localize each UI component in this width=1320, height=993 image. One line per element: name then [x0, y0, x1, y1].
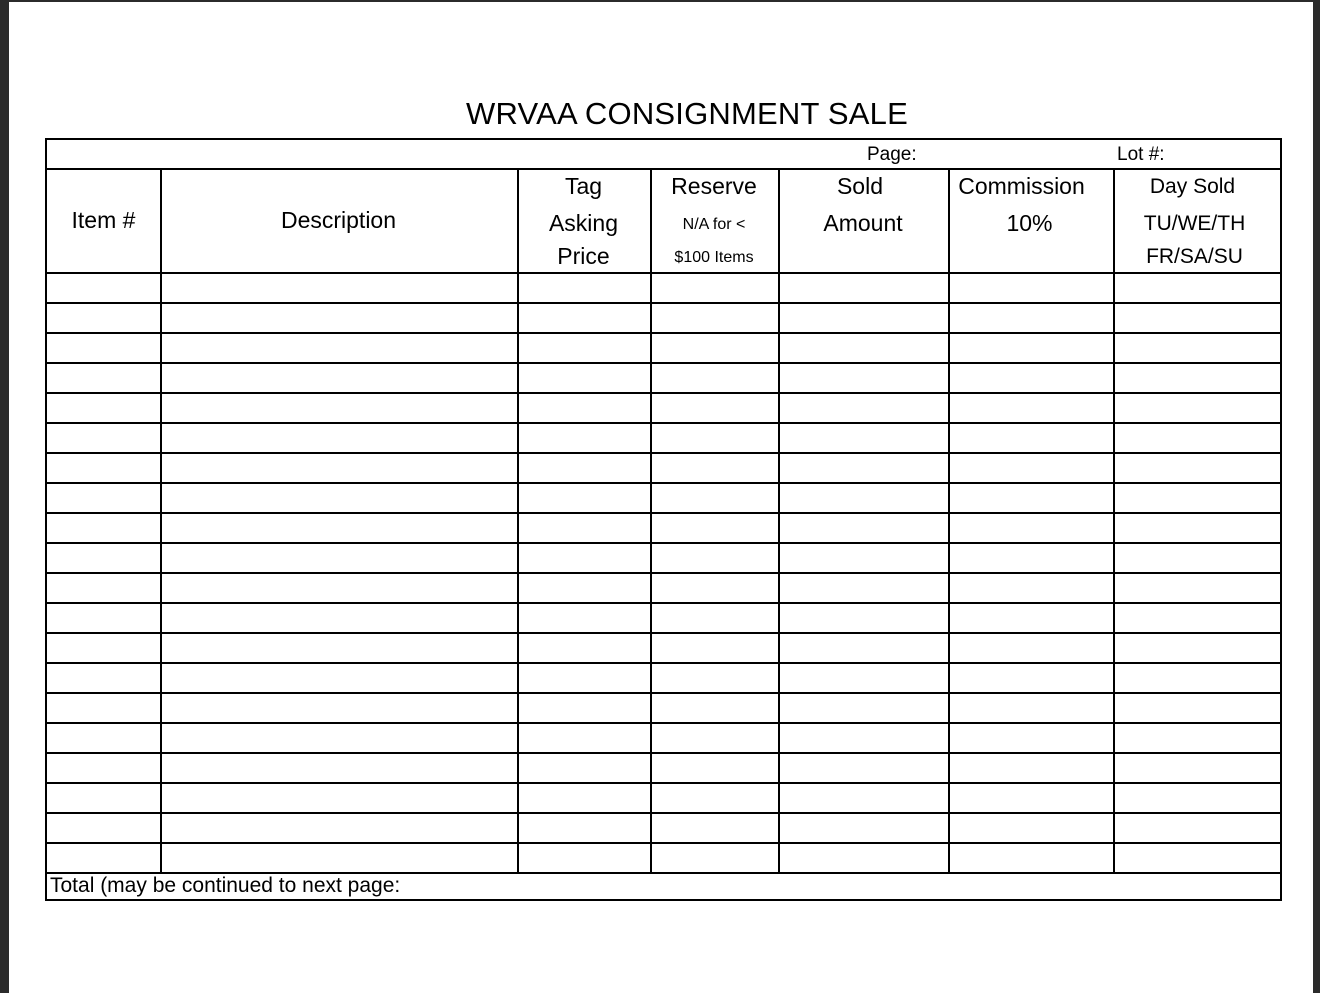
commission-cell[interactable]: [950, 754, 1113, 782]
tag-price-cell[interactable]: [519, 574, 650, 602]
sold-amount-cell[interactable]: [780, 724, 948, 752]
sold-amount-cell[interactable]: [780, 304, 948, 332]
reserve-cell[interactable]: [652, 634, 778, 662]
reserve-cell[interactable]: [652, 574, 778, 602]
day-sold-cell[interactable]: [1115, 304, 1280, 332]
lot-label: Lot #:: [1117, 144, 1165, 165]
tag-price-cell[interactable]: [519, 484, 650, 512]
reserve-cell[interactable]: [652, 304, 778, 332]
item-cell[interactable]: [49, 814, 160, 842]
day-sold-cell[interactable]: [1115, 724, 1280, 752]
item-cell[interactable]: [49, 514, 160, 542]
tag-price-cell[interactable]: [519, 544, 650, 572]
item-cell[interactable]: [49, 784, 160, 812]
commission-cell[interactable]: [950, 694, 1113, 722]
header-day-sold: Day Sold TU/WE/TH FR/SA/SU: [1143, 175, 1246, 268]
sold-amount-cell[interactable]: [780, 844, 948, 872]
description-cell[interactable]: [162, 724, 517, 752]
tag-price-cell[interactable]: [519, 424, 650, 452]
tag-price-cell[interactable]: [519, 724, 650, 752]
tag-price-cell[interactable]: [519, 364, 650, 392]
description-cell[interactable]: [162, 634, 517, 662]
commission-cell[interactable]: [950, 634, 1113, 662]
description-cell[interactable]: [162, 814, 517, 842]
item-cell[interactable]: [49, 454, 160, 482]
reserve-cell[interactable]: [652, 484, 778, 512]
sold-amount-cell[interactable]: [780, 814, 948, 842]
item-cell[interactable]: [49, 664, 160, 692]
tag-price-cell[interactable]: [519, 514, 650, 542]
description-cell[interactable]: [162, 784, 517, 812]
commission-cell[interactable]: [950, 814, 1113, 842]
description-cell[interactable]: [162, 604, 517, 632]
commission-cell[interactable]: [950, 364, 1113, 392]
item-cell[interactable]: [49, 484, 160, 512]
sold-amount-cell[interactable]: [780, 424, 948, 452]
tag-price-cell[interactable]: [519, 454, 650, 482]
tag-price-cell[interactable]: [519, 604, 650, 632]
commission-cell[interactable]: [950, 514, 1113, 542]
day-sold-cell[interactable]: [1115, 364, 1280, 392]
sold-amount-cell[interactable]: [780, 274, 948, 302]
item-cell[interactable]: [49, 274, 160, 302]
tag-price-cell[interactable]: [519, 394, 650, 422]
sold-amount-cell[interactable]: [780, 454, 948, 482]
description-cell[interactable]: [162, 334, 517, 362]
sold-amount-cell[interactable]: [780, 334, 948, 362]
commission-cell[interactable]: [950, 844, 1113, 872]
header-item: Item #: [71, 207, 136, 233]
day-sold-cell[interactable]: [1115, 544, 1280, 572]
sold-amount-cell[interactable]: [780, 604, 948, 632]
commission-cell[interactable]: [950, 454, 1113, 482]
item-cell[interactable]: [49, 604, 160, 632]
day-sold-cell[interactable]: [1115, 604, 1280, 632]
reserve-cell[interactable]: [652, 784, 778, 812]
description-cell[interactable]: [162, 364, 517, 392]
description-cell[interactable]: [162, 394, 517, 422]
item-cell[interactable]: [49, 724, 160, 752]
sold-amount-cell[interactable]: [780, 694, 948, 722]
description-cell[interactable]: [162, 454, 517, 482]
day-sold-cell[interactable]: [1115, 634, 1280, 662]
reserve-cell[interactable]: [652, 844, 778, 872]
tag-price-cell[interactable]: [519, 844, 650, 872]
reserve-cell[interactable]: [652, 424, 778, 452]
description-cell[interactable]: [162, 754, 517, 782]
reserve-cell[interactable]: [652, 724, 778, 752]
tag-price-cell[interactable]: [519, 634, 650, 662]
item-cell[interactable]: [49, 574, 160, 602]
commission-cell[interactable]: [950, 724, 1113, 752]
sold-amount-cell[interactable]: [780, 544, 948, 572]
day-sold-cell[interactable]: [1115, 484, 1280, 512]
description-cell[interactable]: [162, 844, 517, 872]
reserve-cell[interactable]: [652, 274, 778, 302]
description-cell[interactable]: [162, 424, 517, 452]
header-commission: Commission 10%: [958, 173, 1085, 236]
item-cell[interactable]: [49, 364, 160, 392]
day-sold-cell[interactable]: [1115, 664, 1280, 692]
description-cell[interactable]: [162, 664, 517, 692]
commission-cell[interactable]: [950, 574, 1113, 602]
description-cell[interactable]: [162, 694, 517, 722]
day-sold-cell[interactable]: [1115, 574, 1280, 602]
item-cell[interactable]: [49, 634, 160, 662]
day-sold-cell[interactable]: [1115, 424, 1280, 452]
item-cell[interactable]: [49, 394, 160, 422]
tag-price-cell[interactable]: [519, 814, 650, 842]
reserve-cell[interactable]: [652, 394, 778, 422]
sold-amount-cell[interactable]: [780, 754, 948, 782]
commission-cell[interactable]: [950, 424, 1113, 452]
sold-amount-cell[interactable]: [780, 484, 948, 512]
page-label: Page:: [867, 144, 917, 165]
description-cell[interactable]: [162, 514, 517, 542]
tag-price-cell[interactable]: [519, 694, 650, 722]
reserve-cell[interactable]: [652, 334, 778, 362]
sold-amount-cell[interactable]: [780, 394, 948, 422]
consignment-table: [45, 138, 1282, 901]
reserve-cell[interactable]: [652, 604, 778, 632]
commission-cell[interactable]: [950, 544, 1113, 572]
item-cell[interactable]: [49, 754, 160, 782]
description-cell[interactable]: [162, 574, 517, 602]
commission-cell[interactable]: [950, 274, 1113, 302]
description-cell[interactable]: [162, 304, 517, 332]
description-cell[interactable]: [162, 544, 517, 572]
sold-amount-cell[interactable]: [780, 364, 948, 392]
sold-amount-cell[interactable]: [780, 634, 948, 662]
header-sold-amount: Sold Amount: [823, 173, 903, 236]
form-sheet: [9, 2, 1313, 993]
tag-price-cell[interactable]: [519, 754, 650, 782]
header-tag-asking-price: Tag Asking Price: [548, 173, 619, 269]
tag-price-cell[interactable]: [519, 784, 650, 812]
description-cell[interactable]: [162, 484, 517, 512]
header-description: Description: [280, 207, 397, 233]
reserve-cell[interactable]: [652, 544, 778, 572]
commission-cell[interactable]: [950, 784, 1113, 812]
item-cell[interactable]: [49, 304, 160, 332]
reserve-cell[interactable]: [652, 364, 778, 392]
header-reserve: Reserve N/A for < $100 Items: [671, 173, 757, 266]
item-cell[interactable]: [49, 544, 160, 572]
item-cell[interactable]: [49, 424, 160, 452]
reserve-cell[interactable]: [652, 814, 778, 842]
total-label: Total (may be continued to next page:: [50, 874, 401, 897]
day-sold-cell[interactable]: [1115, 274, 1280, 302]
commission-cell[interactable]: [950, 664, 1113, 692]
commission-cell[interactable]: [950, 604, 1113, 632]
day-sold-cell[interactable]: [1115, 394, 1280, 422]
day-sold-cell[interactable]: [1115, 754, 1280, 782]
description-cell[interactable]: [162, 274, 517, 302]
sold-amount-cell[interactable]: [780, 574, 948, 602]
tag-price-cell[interactable]: [519, 274, 650, 302]
item-cell[interactable]: [49, 694, 160, 722]
item-cell[interactable]: [49, 334, 160, 362]
sold-amount-cell[interactable]: [780, 514, 948, 542]
tag-price-cell[interactable]: [519, 304, 650, 332]
tag-price-cell[interactable]: [519, 334, 650, 362]
reserve-cell[interactable]: [652, 754, 778, 782]
form-title: WRVAA CONSIGNMENT SALE: [466, 96, 908, 131]
day-sold-cell[interactable]: [1115, 514, 1280, 542]
reserve-cell[interactable]: [652, 664, 778, 692]
reserve-cell[interactable]: [652, 514, 778, 542]
reserve-cell[interactable]: [652, 454, 778, 482]
tag-price-cell[interactable]: [519, 664, 650, 692]
day-sold-cell[interactable]: [1115, 844, 1280, 872]
day-sold-cell[interactable]: [1115, 334, 1280, 362]
sold-amount-cell[interactable]: [780, 784, 948, 812]
day-sold-cell[interactable]: [1115, 814, 1280, 842]
commission-cell[interactable]: [950, 334, 1113, 362]
day-sold-cell[interactable]: [1115, 784, 1280, 812]
sold-amount-cell[interactable]: [780, 664, 948, 692]
commission-cell[interactable]: [950, 394, 1113, 422]
reserve-cell[interactable]: [652, 694, 778, 722]
day-sold-cell[interactable]: [1115, 694, 1280, 722]
day-sold-cell[interactable]: [1115, 454, 1280, 482]
item-cell[interactable]: [49, 844, 160, 872]
table-row-line: [47, 872, 1280, 874]
commission-cell[interactable]: [950, 484, 1113, 512]
commission-cell[interactable]: [950, 304, 1113, 332]
